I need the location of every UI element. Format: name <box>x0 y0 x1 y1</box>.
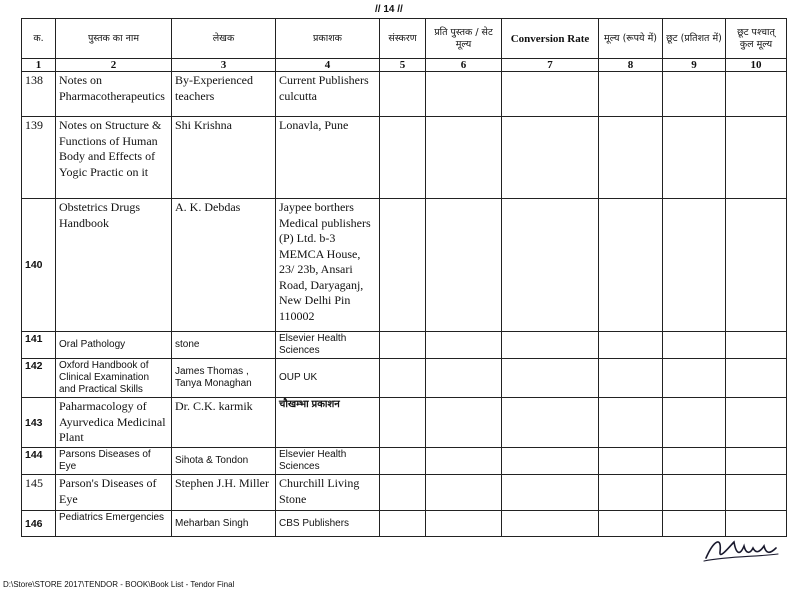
conversion-cell <box>502 398 599 448</box>
discount-cell <box>663 398 726 448</box>
table-row <box>22 199 787 332</box>
conversion-cell <box>502 332 599 359</box>
table-row <box>22 359 787 398</box>
table-row <box>22 398 787 448</box>
discount-cell <box>663 359 726 398</box>
table-row <box>22 117 787 199</box>
rupee-price-cell <box>599 398 663 448</box>
serial-number: 139 <box>22 117 56 199</box>
author: stone <box>172 332 276 359</box>
publisher: Elsevier Health Sciences <box>276 448 380 475</box>
column-number: 2 <box>56 59 172 72</box>
column-number: 5 <box>380 59 426 72</box>
serial-number: 144 <box>22 448 56 475</box>
price-cell <box>426 117 502 199</box>
header-author: लेखक <box>172 19 276 59</box>
header-publisher: प्रकाशक <box>276 19 380 59</box>
net-price-cell <box>726 448 787 475</box>
book-list-table <box>21 18 787 537</box>
table-row <box>22 475 787 511</box>
book-title: Notes on Pharmacotherapeutics <box>56 72 172 117</box>
serial-number: 138 <box>22 72 56 117</box>
column-number: 6 <box>426 59 502 72</box>
conversion-cell <box>502 475 599 511</box>
net-price-cell <box>726 398 787 448</box>
header-conversion-rate: Conversion Rate <box>502 19 599 59</box>
price-cell <box>426 72 502 117</box>
author: A. K. Debdas <box>172 199 276 332</box>
header-discount-percent: छूट (प्रतिशत में) <box>663 19 726 59</box>
rupee-price-cell <box>599 72 663 117</box>
price-cell <box>426 332 502 359</box>
net-price-cell <box>726 199 787 332</box>
table-row <box>22 332 787 359</box>
book-title: Oxford Handbook of Clinical Examination and Practical Skills <box>56 359 172 398</box>
price-cell <box>426 398 502 448</box>
header-net-price: छूट पश्चात् कुल मूल्य <box>726 19 787 59</box>
net-price-cell <box>726 359 787 398</box>
price-cell <box>426 511 502 537</box>
serial-number: 142 <box>22 359 56 398</box>
column-number: 9 <box>663 59 726 72</box>
author: Stephen J.H. Miller <box>172 475 276 511</box>
header-row <box>22 19 787 59</box>
conversion-cell <box>502 72 599 117</box>
edition-cell <box>380 359 426 398</box>
author: Meharban Singh <box>172 511 276 537</box>
rupee-price-cell <box>599 199 663 332</box>
serial-number: 145 <box>22 475 56 511</box>
edition-cell <box>380 199 426 332</box>
publisher: Current Publishers culcutta <box>276 72 380 117</box>
conversion-cell <box>502 359 599 398</box>
discount-cell <box>663 199 726 332</box>
header-price-rupees: मूल्य (रूपये में) <box>599 19 663 59</box>
price-cell <box>426 475 502 511</box>
net-price-cell <box>726 332 787 359</box>
column-number: 7 <box>502 59 599 72</box>
author: James Thomas , Tanya Monaghan <box>172 359 276 398</box>
publisher: CBS Publishers <box>276 511 380 537</box>
rupee-price-cell <box>599 475 663 511</box>
conversion-cell <box>502 117 599 199</box>
serial-number: 140 <box>22 199 56 332</box>
column-number: 10 <box>726 59 787 72</box>
column-number: 4 <box>276 59 380 72</box>
rupee-price-cell <box>599 359 663 398</box>
book-title: Obstetrics Drugs Handbook <box>56 199 172 332</box>
edition-cell <box>380 117 426 199</box>
book-title: Pediatrics Emergencies <box>56 511 172 537</box>
discount-cell <box>663 448 726 475</box>
edition-cell <box>380 72 426 117</box>
discount-cell <box>663 332 726 359</box>
serial-number: 146 <box>22 511 56 537</box>
book-title: Paharmacology of Ayurvedica Medicinal Plant <box>56 398 172 448</box>
header-edition: संस्करण <box>380 19 426 59</box>
publisher: Lonavla, Pune <box>276 117 380 199</box>
column-number: 1 <box>22 59 56 72</box>
book-title: Oral Pathology <box>56 332 172 359</box>
price-cell <box>426 448 502 475</box>
column-number: 3 <box>172 59 276 72</box>
page-number: // 14 // <box>375 4 403 15</box>
author: By-Experienced teachers <box>172 72 276 117</box>
price-cell <box>426 359 502 398</box>
table-row <box>22 72 787 117</box>
net-price-cell <box>726 475 787 511</box>
rupee-price-cell <box>599 448 663 475</box>
publisher: Churchill Living Stone <box>276 475 380 511</box>
header-book-name: पुस्तक का नाम <box>56 19 172 59</box>
table-row <box>22 448 787 475</box>
author: Dr. C.K. karmik <box>172 398 276 448</box>
discount-cell <box>663 117 726 199</box>
publisher: Elsevier Health Sciences <box>276 332 380 359</box>
price-cell <box>426 199 502 332</box>
edition-cell <box>380 398 426 448</box>
net-price-cell <box>726 72 787 117</box>
publisher: OUP UK <box>276 359 380 398</box>
discount-cell <box>663 475 726 511</box>
publisher: चौखम्भा प्रकाशन <box>276 398 380 448</box>
signature-image <box>700 532 780 564</box>
book-title: Notes on Structure & Functions of Human Body and Effects of Yogic Practic on it <box>56 117 172 199</box>
publisher: Jaypee borthers Medical publishers (P) Ltd. b-3 MEMCA House, 23/ 23b, Ansari Road, Daryaganj, New Delhi Pin 110002 <box>276 199 380 332</box>
book-title: Parson's Diseases of Eye <box>56 475 172 511</box>
rupee-price-cell <box>599 332 663 359</box>
header-serial: क. <box>22 19 56 59</box>
edition-cell <box>380 475 426 511</box>
conversion-cell <box>502 448 599 475</box>
table-row <box>22 511 787 537</box>
column-number-row <box>22 59 787 72</box>
author: Sihota & Tondon <box>172 448 276 475</box>
serial-number: 143 <box>22 398 56 448</box>
author: Shi Krishna <box>172 117 276 199</box>
net-price-cell <box>726 117 787 199</box>
header-price-per-book: प्रति पुस्तक / सेट मूल्य <box>426 19 502 59</box>
rupee-price-cell <box>599 511 663 537</box>
footer-file-path: D:\Store\STORE 2017\TENDOR - BOOK\Book List - Tendor Final <box>3 580 235 589</box>
book-title: Parsons Diseases of Eye <box>56 448 172 475</box>
conversion-cell <box>502 199 599 332</box>
rupee-price-cell <box>599 117 663 199</box>
edition-cell <box>380 511 426 537</box>
discount-cell <box>663 72 726 117</box>
serial-number: 141 <box>22 332 56 359</box>
edition-cell <box>380 448 426 475</box>
column-number: 8 <box>599 59 663 72</box>
conversion-cell <box>502 511 599 537</box>
edition-cell <box>380 332 426 359</box>
